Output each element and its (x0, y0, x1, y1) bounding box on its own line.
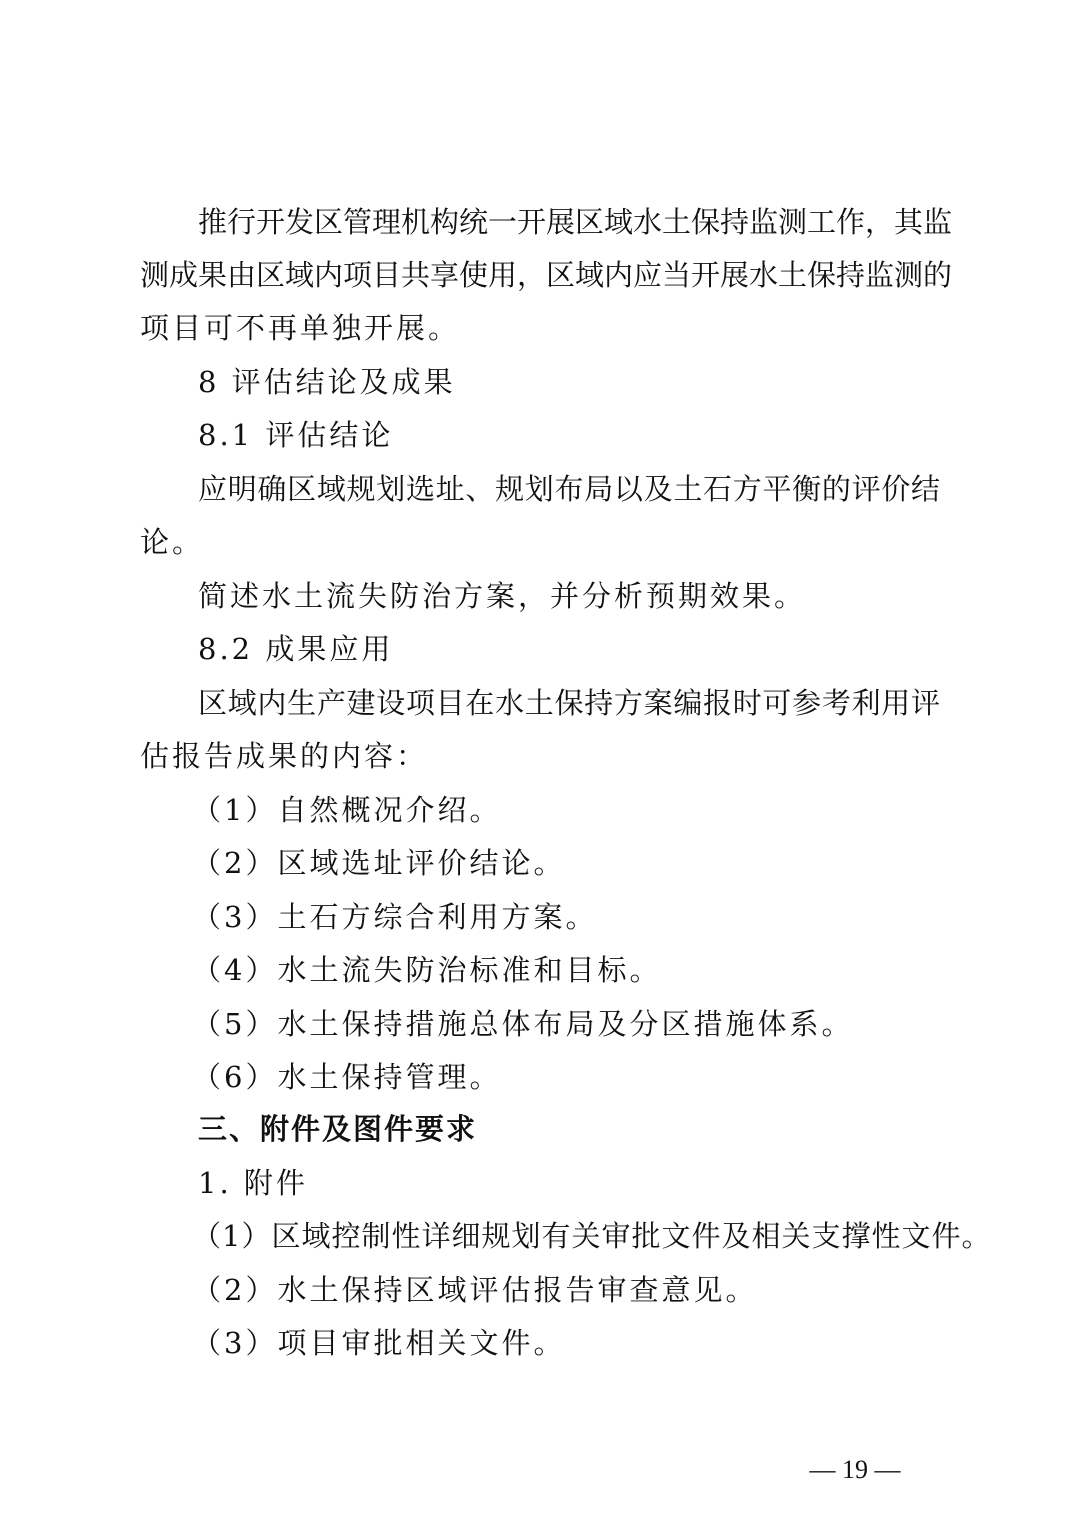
list-item: （1）区域控制性详细规划有关审批文件及相关支撑性文件。 (192, 1219, 992, 1253)
paragraph-line: 估报告成果的内容： (140, 739, 429, 773)
paragraph-line: 论。 (140, 525, 205, 559)
section-heading: 8 评估结论及成果 (198, 365, 456, 399)
list-item: （2）水土保持区域评估报告审查意见。 (192, 1273, 758, 1307)
subsection-heading: 1. 附件 (198, 1166, 308, 1200)
subsection-heading: 8.1 评估结论 (198, 418, 394, 452)
paragraph-line: 应明确区域规划选址、规划布局以及土石方平衡的评价结 (198, 472, 940, 506)
list-item: （4）水土流失防治标准和目标。 (192, 953, 662, 987)
list-item: （5）水土保持措施总体布局及分区措施体系。 (192, 1007, 854, 1041)
paragraph-line: 推行开发区管理机构统一开展区域水土保持监测工作，其监 (198, 205, 953, 239)
paragraph-line: 简述水土流失防治方案，并分析预期效果。 (198, 579, 807, 613)
list-item: （3）土石方综合利用方案。 (192, 900, 598, 934)
section-heading: 三、附件及图件要求 (198, 1112, 478, 1146)
paragraph-line: 项目可不再单独开展。 (140, 311, 461, 345)
list-item: （1）自然概况介绍。 (192, 793, 502, 827)
paragraph-line: 区域内生产建设项目在水土保持方案编报时可参考利用评 (198, 686, 940, 720)
list-item: （2）区域选址评价结论。 (192, 846, 566, 880)
paragraph-line: 测成果由区域内项目共享使用，区域内应当开展水土保持监测的 (140, 258, 953, 292)
list-item: （3）项目审批相关文件。 (192, 1326, 566, 1360)
subsection-heading: 8.2 成果应用 (198, 632, 394, 666)
list-item: （6）水土保持管理。 (192, 1060, 502, 1094)
page-number: — 19 — (809, 1455, 901, 1484)
